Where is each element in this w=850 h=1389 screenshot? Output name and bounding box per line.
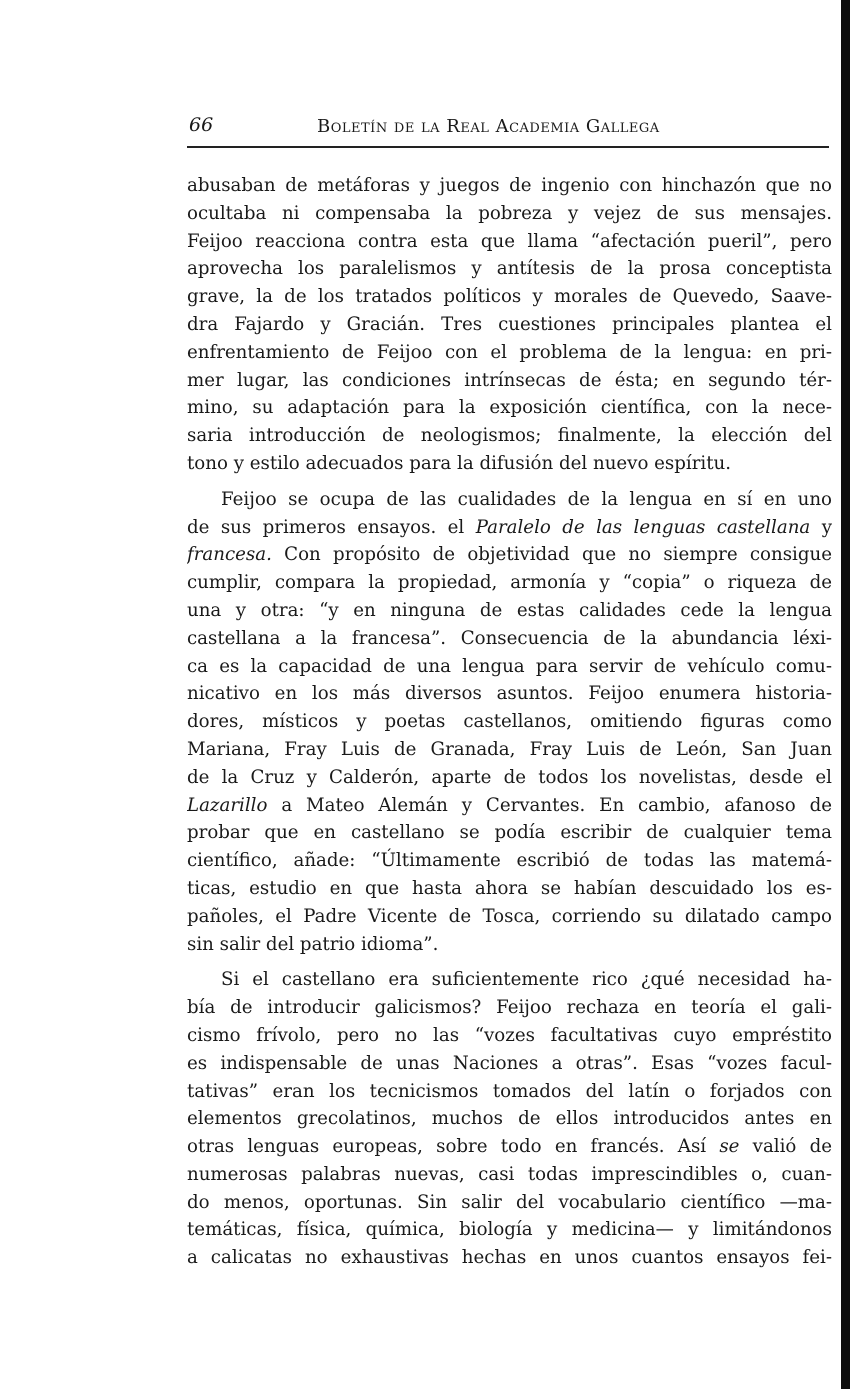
text-line: de la Cruz y Calderón, aparte de todos los novelistas, desde el [187,766,832,788]
text-line: Feijoo se ocupa de las cualidades de la lengua en sí en uno [221,488,832,510]
book-title: Lazarillo [187,794,268,816]
text-line [187,792,832,820]
text-line: es indispensable de unas Naciones a otras”. Esas “vozes facul- [187,1052,832,1074]
text-fragment: de sus primeros ensayos. el [187,516,476,538]
text-line: cumplir, compara la propiedad, armonía y “copia” o riqueza de [187,572,832,594]
emphasized-word: se [719,1136,740,1158]
text-line: científico, añade: “Últimamente escribió de todas las matemá- [187,850,832,872]
text-line: ticas, estudio en que hasta ahora se habían descuidado los es- [187,877,832,899]
scan-edge-shadow [841,0,850,1389]
paragraph-3 [187,966,832,1272]
paragraph-1 [187,172,832,478]
text-fragment: Con propósito de objetividad que no siempre consigue [271,544,832,566]
header-rule [187,146,829,148]
page-number: 66 [189,114,214,136]
text-line: enfrentamiento de Feijoo con el problema de la lengua: en pri- [187,341,832,363]
text-line: elementos grecolatinos, muchos de ellos introducidos antes en [187,1108,832,1130]
text-line: numerosas palabras nuevas, casi todas imprescindibles o, cuan- [187,1163,832,1185]
text-line: temáticas, física, química, biología y medicina— y limitándonos [187,1219,832,1241]
running-title: Boletín de la Real Academia Gallega [317,116,660,137]
text-line: dores, místicos y poetas castellanos, omitiendo figuras como [187,711,832,733]
text-line: a calicatas no exhaustivas hechas en unos cuantos ensayos fei- [187,1247,832,1269]
text-line: sin salir del patrio idioma”. [187,933,439,955]
text-line [187,541,832,569]
body-text [187,172,832,1272]
text-line [187,514,832,542]
text-line: una y otra: “y en ninguna de estas calidades cede la lengua [187,599,832,621]
text-line: ocultaba ni compensaba la pobreza y vejez de sus mensajes. [187,202,832,224]
text-line: Si el castellano era suficientemente rico ¿qué necesidad ha- [221,969,832,991]
text-line: saria introducción de neologismos; finalmente, la elección del [187,425,832,447]
text-line: nicativo en los más diversos asuntos. Feijoo enumera historia- [187,683,832,705]
text-line: pañoles, el Padre Vicente de Tosca, corriendo su dilatado campo [187,905,832,927]
text-line: probar que en castellano se podía escribir de cualquier tema [187,822,832,844]
text-line: Feijoo reacciona contra esta que llama “afectación pueril”, pero [187,230,832,252]
page-header [187,114,829,142]
text-line: bía de introducir galicismos? Feijoo rechaza en teoría el gali- [187,997,832,1019]
text-line: castellana a la francesa”. Consecuencia de la abundancia léxi- [187,627,832,649]
text-line [187,1133,832,1161]
text-line: tono y estilo adecuados para la difusión del nuevo espíritu. [187,452,732,474]
text-fragment: valió de [739,1136,832,1158]
essay-title: Paralelo de las lenguas castellana [475,516,811,538]
text-line: mino, su adaptación para la exposición científica, con la nece- [187,397,832,419]
text-fragment: y [810,516,832,538]
text-line: aprovecha los paralelismos y antítesis de la prosa conceptista [187,258,832,280]
text-fragment: a Mateo Alemán y Cervantes. En cambio, afanoso de [267,794,832,816]
text-line: abusaban de metáforas y juegos de ingenio con hinchazón que no [187,175,832,196]
text-line: cismo frívolo, pero no las “vozes facultativas cuyo empréstito [187,1024,832,1046]
paragraph-2 [187,486,832,959]
text-line: tativas” eran los tecnicismos tomados del latín o forjados con [187,1080,832,1102]
text-line: mer lugar, las condiciones intrínsecas de ésta; en segundo tér- [187,369,832,391]
essay-title: francesa. [187,544,272,566]
text-line: Mariana, Fray Luis de Granada, Fray Luis de León, San Juan [187,738,832,760]
text-line: grave, la de los tratados políticos y morales de Quevedo, Saave- [187,286,832,308]
text-fragment: otras lenguas europeas, sobre todo en francés. Así [187,1136,720,1158]
text-line: ca es la capacidad de una lengua para servir de vehículo comu- [187,655,832,677]
text-line: do menos, oportunas. Sin salir del vocabulario científico —ma- [187,1191,832,1213]
text-line: dra Fajardo y Gracián. Tres cuestiones principales plantea el [187,313,832,335]
